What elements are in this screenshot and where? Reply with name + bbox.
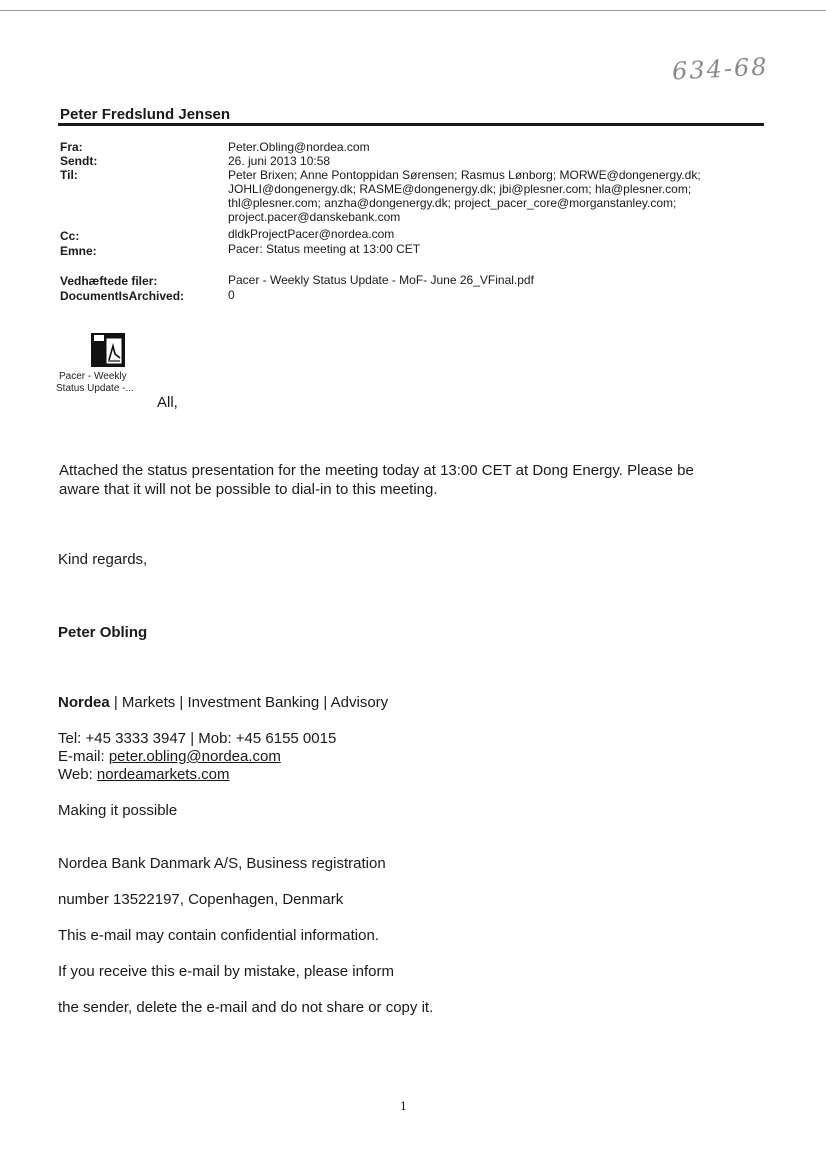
legal-line: number 13522197, Copenhagen, Denmark: [58, 891, 344, 908]
slogan: Making it possible: [58, 802, 178, 819]
legal-line: Nordea Bank Danmark A/S, Business registration: [58, 855, 386, 872]
legal-line: This e-mail may contain confidential information.: [58, 927, 379, 944]
to-label: Til:: [60, 168, 78, 182]
header-rule: [58, 123, 764, 126]
web-line: [58, 765, 778, 784]
legal-line: If you receive this e-mail by mistake, please inform: [58, 963, 394, 980]
scan-edge-line: [0, 10, 826, 11]
email-label: E-mail:: [58, 748, 109, 765]
sent-value: 26. juni 2013 10:58: [228, 154, 331, 168]
company-divisions: | Markets | Investment Banking | Advisory: [109, 694, 389, 711]
cc-label: Cc:: [60, 229, 80, 243]
to-line: project.pacer@danskebank.com: [228, 210, 401, 224]
subject-value: Pacer: Status meeting at 13:00 CET: [228, 242, 421, 256]
attachment-caption[interactable]: [56, 371, 156, 395]
closing: Kind regards,: [58, 551, 148, 568]
archived-value: 0: [228, 288, 235, 302]
email-link[interactable]: peter.obling@nordea.com: [108, 748, 281, 765]
subject-label: Emne:: [60, 244, 97, 258]
to-line: Peter Brixen; Anne Pontoppidan Sørensen; Rasmus Lønborg; MORWE@dongenergy.dk;: [228, 168, 701, 182]
to-line: thl@plesner.com; anzha@dongenergy.dk; project_pacer_core@morganstanley.com;: [228, 196, 677, 210]
web-link[interactable]: nordeamarkets.com: [96, 766, 230, 783]
phone-line: Tel: +45 3333 3947 | Mob: +45 6155 0015: [58, 730, 337, 747]
cc-value: dldkProjectPacer@nordea.com: [228, 227, 395, 241]
signer-name: Peter Obling: [58, 624, 148, 641]
from-label: Fra:: [60, 140, 83, 154]
body-paragraph-line: aware that it will not be possible to dial-in to this meeting.: [59, 481, 438, 498]
sent-label: Sendt:: [60, 154, 98, 168]
attachments-value: Pacer - Weekly Status Update - MoF- June 26_VFinal.pdf: [228, 273, 534, 287]
sender-name: Peter Fredslund Jensen: [60, 106, 231, 123]
archived-label: DocumentIsArchived:: [60, 289, 185, 303]
attachments-label: Vedhæftede filer:: [60, 274, 158, 288]
attachment-caption-line: Status Update -...: [56, 383, 134, 394]
attachment-caption-line: Pacer - Weekly: [59, 371, 127, 382]
legal-line: the sender, delete the e-mail and do not share or copy it.: [58, 999, 434, 1016]
greeting: All,: [157, 394, 178, 411]
body-paragraph-line: Attached the status presentation for the meeting today at 13:00 CET at Dong Energy. Please be: [59, 462, 694, 479]
to-line: JOHLI@dongenergy.dk; RASME@dongenergy.dk; jbi@plesner.com; hla@plesner.com;: [228, 182, 692, 196]
page-number: 1: [400, 1100, 407, 1113]
company-name: Nordea: [58, 694, 110, 711]
web-label: Web:: [58, 766, 97, 783]
email-line: [58, 747, 778, 766]
company-line: [58, 693, 778, 712]
pdf-file-icon[interactable]: [90, 332, 126, 368]
from-value: Peter.Obling@nordea.com: [228, 140, 370, 154]
handwritten-note: 634-68: [671, 52, 770, 86]
